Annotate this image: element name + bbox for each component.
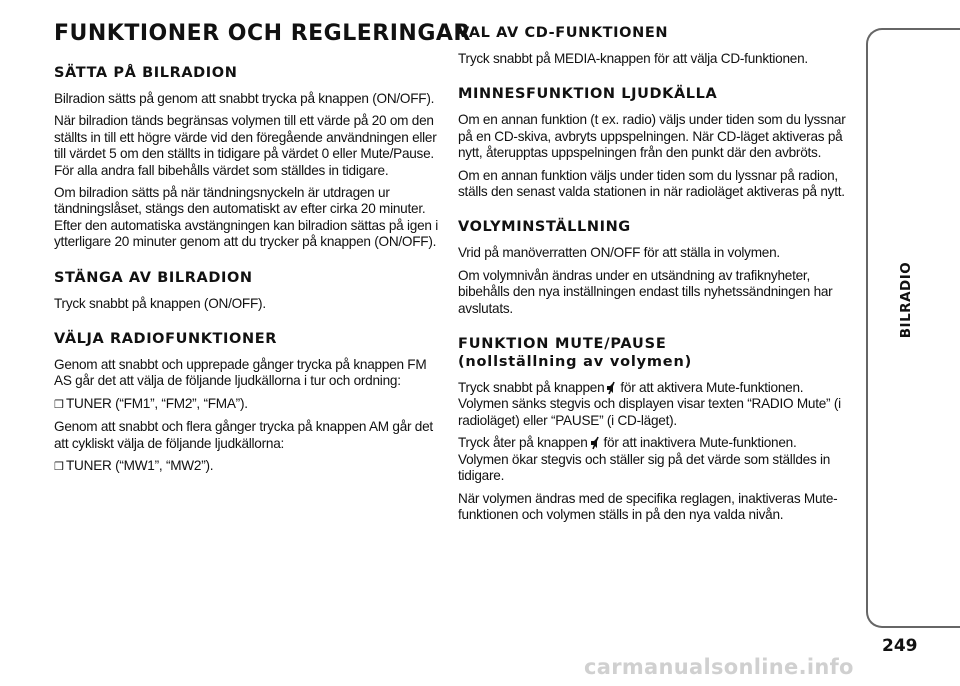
paragraph: Om en annan funktion (t ex. radio) väljs under tiden som du lyssnar på en CD-skiva, avbryts uppspelningen. När CD-läget aktiveras på nytt, återupptas uppspelningen från den punkt där den avbröts.: [458, 112, 846, 161]
paragraph: När volymen ändras med de specifika reglagen, inaktiveras Mute-funktionen och volymen ställs in på den nya valda nivån.: [458, 490, 838, 522]
heading-select-radio-functions: VÄLJA RADIOFUNKTIONER: [54, 331, 277, 348]
heading-mute-pause: [458, 335, 848, 371]
right-column: [458, 22, 848, 529]
paragraph: Bilradion sätts på genom att snabbt trycka på knappen (ON/OFF).: [54, 91, 435, 106]
mute-speaker-icon: [590, 436, 602, 450]
watermark: carmanualsonline.info: [584, 655, 854, 679]
mute-speaker-icon: [606, 381, 618, 395]
paragraph: Tryck snabbt på MEDIA-knappen för att välja CD-funktionen.: [458, 51, 808, 66]
heading-cd-function: VAL AV CD-FUNKTIONEN: [458, 25, 669, 41]
paragraph: När bilradion tänds begränsas volymen till ett värde på 20 om den ställts in till ett högre värde vid den föregående användningen eller till värdet 5 om den ställts in tidigare på värdet 0 eller Mute/Pause. För alla andra fall bibehålls värdet som ställdes in tidigare.: [54, 113, 437, 178]
paragraph: Vrid på manöverratten ON/OFF för att ställa in volymen.: [458, 245, 780, 261]
paragraph: Om volymnivån ändras under en utsändning av trafiknyheter, bibehålls den nya inställningen endast tills nyhetssändningen har avslutats.: [458, 267, 833, 316]
paragraph: Genom att snabbt och upprepade gånger trycka på knappen FM AS går det att välja de följande ljudkällorna i tur och ordning:: [54, 357, 427, 389]
heading-turn-on-radio: SÄTTA PÅ BILRADION: [54, 65, 238, 81]
heading-turn-off-radio: STÄNGA AV BILRADION: [54, 269, 253, 286]
bullet-icon: ❒: [54, 461, 64, 474]
list-item: ❒ TUNER (“FM1”, “FM2”, “FMA”).: [54, 396, 442, 413]
paragraph: Om en annan funktion väljs under tiden som du lyssnar på radion, ställs den senast valda stationen in när radioläget aktiveras på nytt.: [458, 167, 845, 200]
paragraph: Tryck snabbt på knappen (ON/OFF).: [54, 295, 266, 311]
bullet-icon: ❒: [54, 398, 64, 411]
heading-memory-function: MINNESFUNKTION LJUDKÄLLA: [458, 86, 718, 103]
page-number: 249: [882, 636, 918, 656]
heading-line: (nollställning av volymen): [458, 354, 692, 371]
paragraph: Genom att snabbt och flera gånger trycka på knappen AM går det att cykliskt välja de följande ljudkällorna:: [54, 419, 433, 451]
heading-line: FUNKTION MUTE/PAUSE: [458, 336, 667, 353]
page-title: FUNKTIONER OCH REGLERINGAR: [54, 21, 471, 46]
left-column: [54, 21, 471, 482]
paragraph: Om bilradion sätts på när tändningsnyckeln är utdragen ur tändningslåset, stängs den automatiskt av efter cirka 20 minuter. Efter den automatiska avstängningen kan bilradion sättas på igen i ytterligare 20 minuter genom att du trycker på knappen (ON/OFF).: [54, 185, 439, 250]
paragraph: Tryck snabbt på knappen för att aktivera Mute-funktionen. Volymen sänks stegvis och displayen visar texten “RADIO Mute” (i radioläget) eller “PAUSE” (i CD-läget).: [458, 380, 841, 428]
list-item: ❒ TUNER (“MW1”, “MW2”).: [54, 458, 442, 475]
paragraph: Tryck åter på knappen för att inaktivera Mute-funktionen. Volymen ökar stegvis och ställer sig på det värde som ställdes in tidigare.: [458, 435, 831, 484]
heading-volume-setting: VOLYMINSTÄLLNING: [458, 219, 631, 236]
